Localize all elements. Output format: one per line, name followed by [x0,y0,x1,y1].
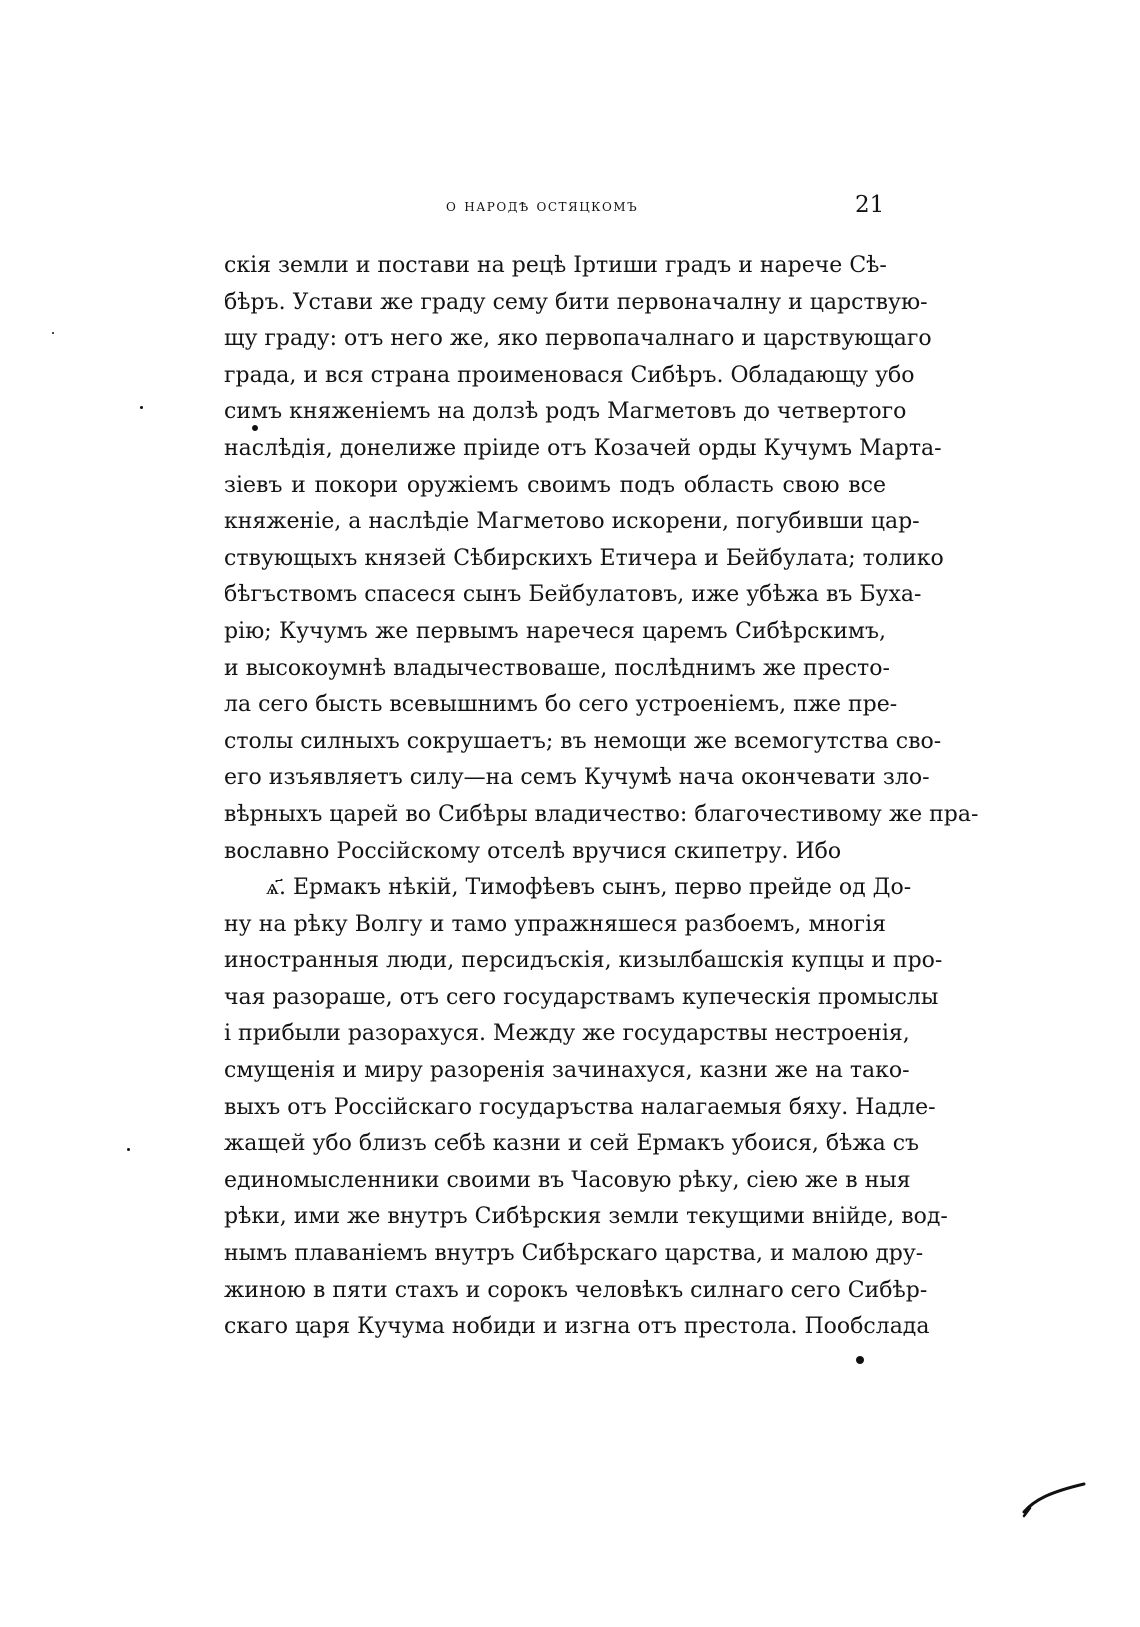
page-body [224,248,979,1346]
scan-speck [252,425,258,431]
text-line: града, и вся страна проименовася Сибѣръ. Обладающу убо [224,362,915,388]
text-line: симъ княженіемъ на долзѣ родъ Магметовъ до четвертого [224,399,907,425]
text-line: бѣгъствомъ спасеся сынъ Бейбулатовъ, иже убѣжа въ Буха- [224,582,922,608]
text-line: жиною в пяти стахъ и сорокъ человѣкъ силнаго сего Сибѣр- [224,1277,928,1303]
text-line: ла сего бысть всевышнимъ бо сего устроеніемъ, пже пре- [224,692,898,718]
pen-stroke-mark [1020,1478,1090,1518]
text-line: ѧ҃. Ермакъ нѣкій, Тимофѣевъ сынъ, перво прейде од До- [266,875,912,901]
text-line: княженіе, а наслѣдіе Магметово искорени, погубивши цар- [224,509,920,535]
text-line: чая разораше, отъ сего государствамъ купеческія промыслы [224,984,939,1010]
text-line: выхъ отъ Россійскаго государъства налагаемыя бяху. Надле- [224,1094,936,1120]
text-line: столы силныхъ сокрушаетъ; въ немощи же всемогутства сво- [224,728,942,754]
page-number: 21 [855,192,885,218]
text-line: скаго царя Кучума нобиди и изгна отъ престола. Пообслада [224,1314,930,1340]
text-line: нымъ плаваніемъ внутръ Сибѣрскаго царства, и малою дру- [224,1241,924,1267]
text-line: зіевъ и покори оружіемъ своимъ подъ область свою все [224,472,886,498]
text-line: скія земли и постави на рецѣ Іртиши градъ и нарече Сѣ- [224,253,887,278]
text-line: вѣрныхъ царей во Сибѣры владичество: благочестивому же пра- [224,801,979,827]
text-line: иностранныя люди, персидъскія, кизылбашскія купцы и про- [224,948,943,974]
text-line: рію; Кучумъ же первымъ наречеся царемъ Сибѣрскимъ, [224,618,886,644]
text-line: і прибыли разорахуся. Между же государствы нестроенія, [224,1021,910,1047]
text-line: жащей убо близъ себѣ казни и сей Ермакъ убоися, бѣжа съ [224,1131,920,1157]
text-line: смущенія и миру разоренія зачинахуся, казни же на тако- [224,1058,910,1084]
text-line: вославно Россійскому отселѣ вручися скипетру. Ибо [224,838,842,864]
scan-speck [856,1356,864,1364]
text-line: бѣръ. Устави же граду сему бити первоначалну и царствую- [224,289,928,315]
text-line: единомысленники своими въ Часовую рѣку, сіею же в ныя [224,1167,911,1193]
text-line: рѣки, ими же внутръ Сибѣрския земли текущими внійде, вод- [224,1204,948,1230]
text-line: наслѣдія, донелиже пріиде отъ Козачей орды Кучумъ Марта- [224,435,942,461]
running-title: о народѣ остяцкомъ [446,196,639,216]
text-line: ствующыхъ князей Сѣбирскихъ Етичера и Бейбулата; толико [224,545,944,571]
scan-speck [52,332,54,334]
text-line: и высокоумнѣ владычествоваше, послѣднимъ же престо- [224,655,890,681]
scan-speck [127,1148,130,1151]
text-line: ну на рѣку Волгу и тамо упражняшеся разбоемъ, многія [224,911,886,937]
text-line: щу граду: отъ него же, яко первопачалнаго и царствующаго [224,326,932,352]
text-line: его изъявляетъ силу—на семъ Кучумѣ нача окончевати зло- [224,765,930,791]
scan-speck [140,406,143,409]
